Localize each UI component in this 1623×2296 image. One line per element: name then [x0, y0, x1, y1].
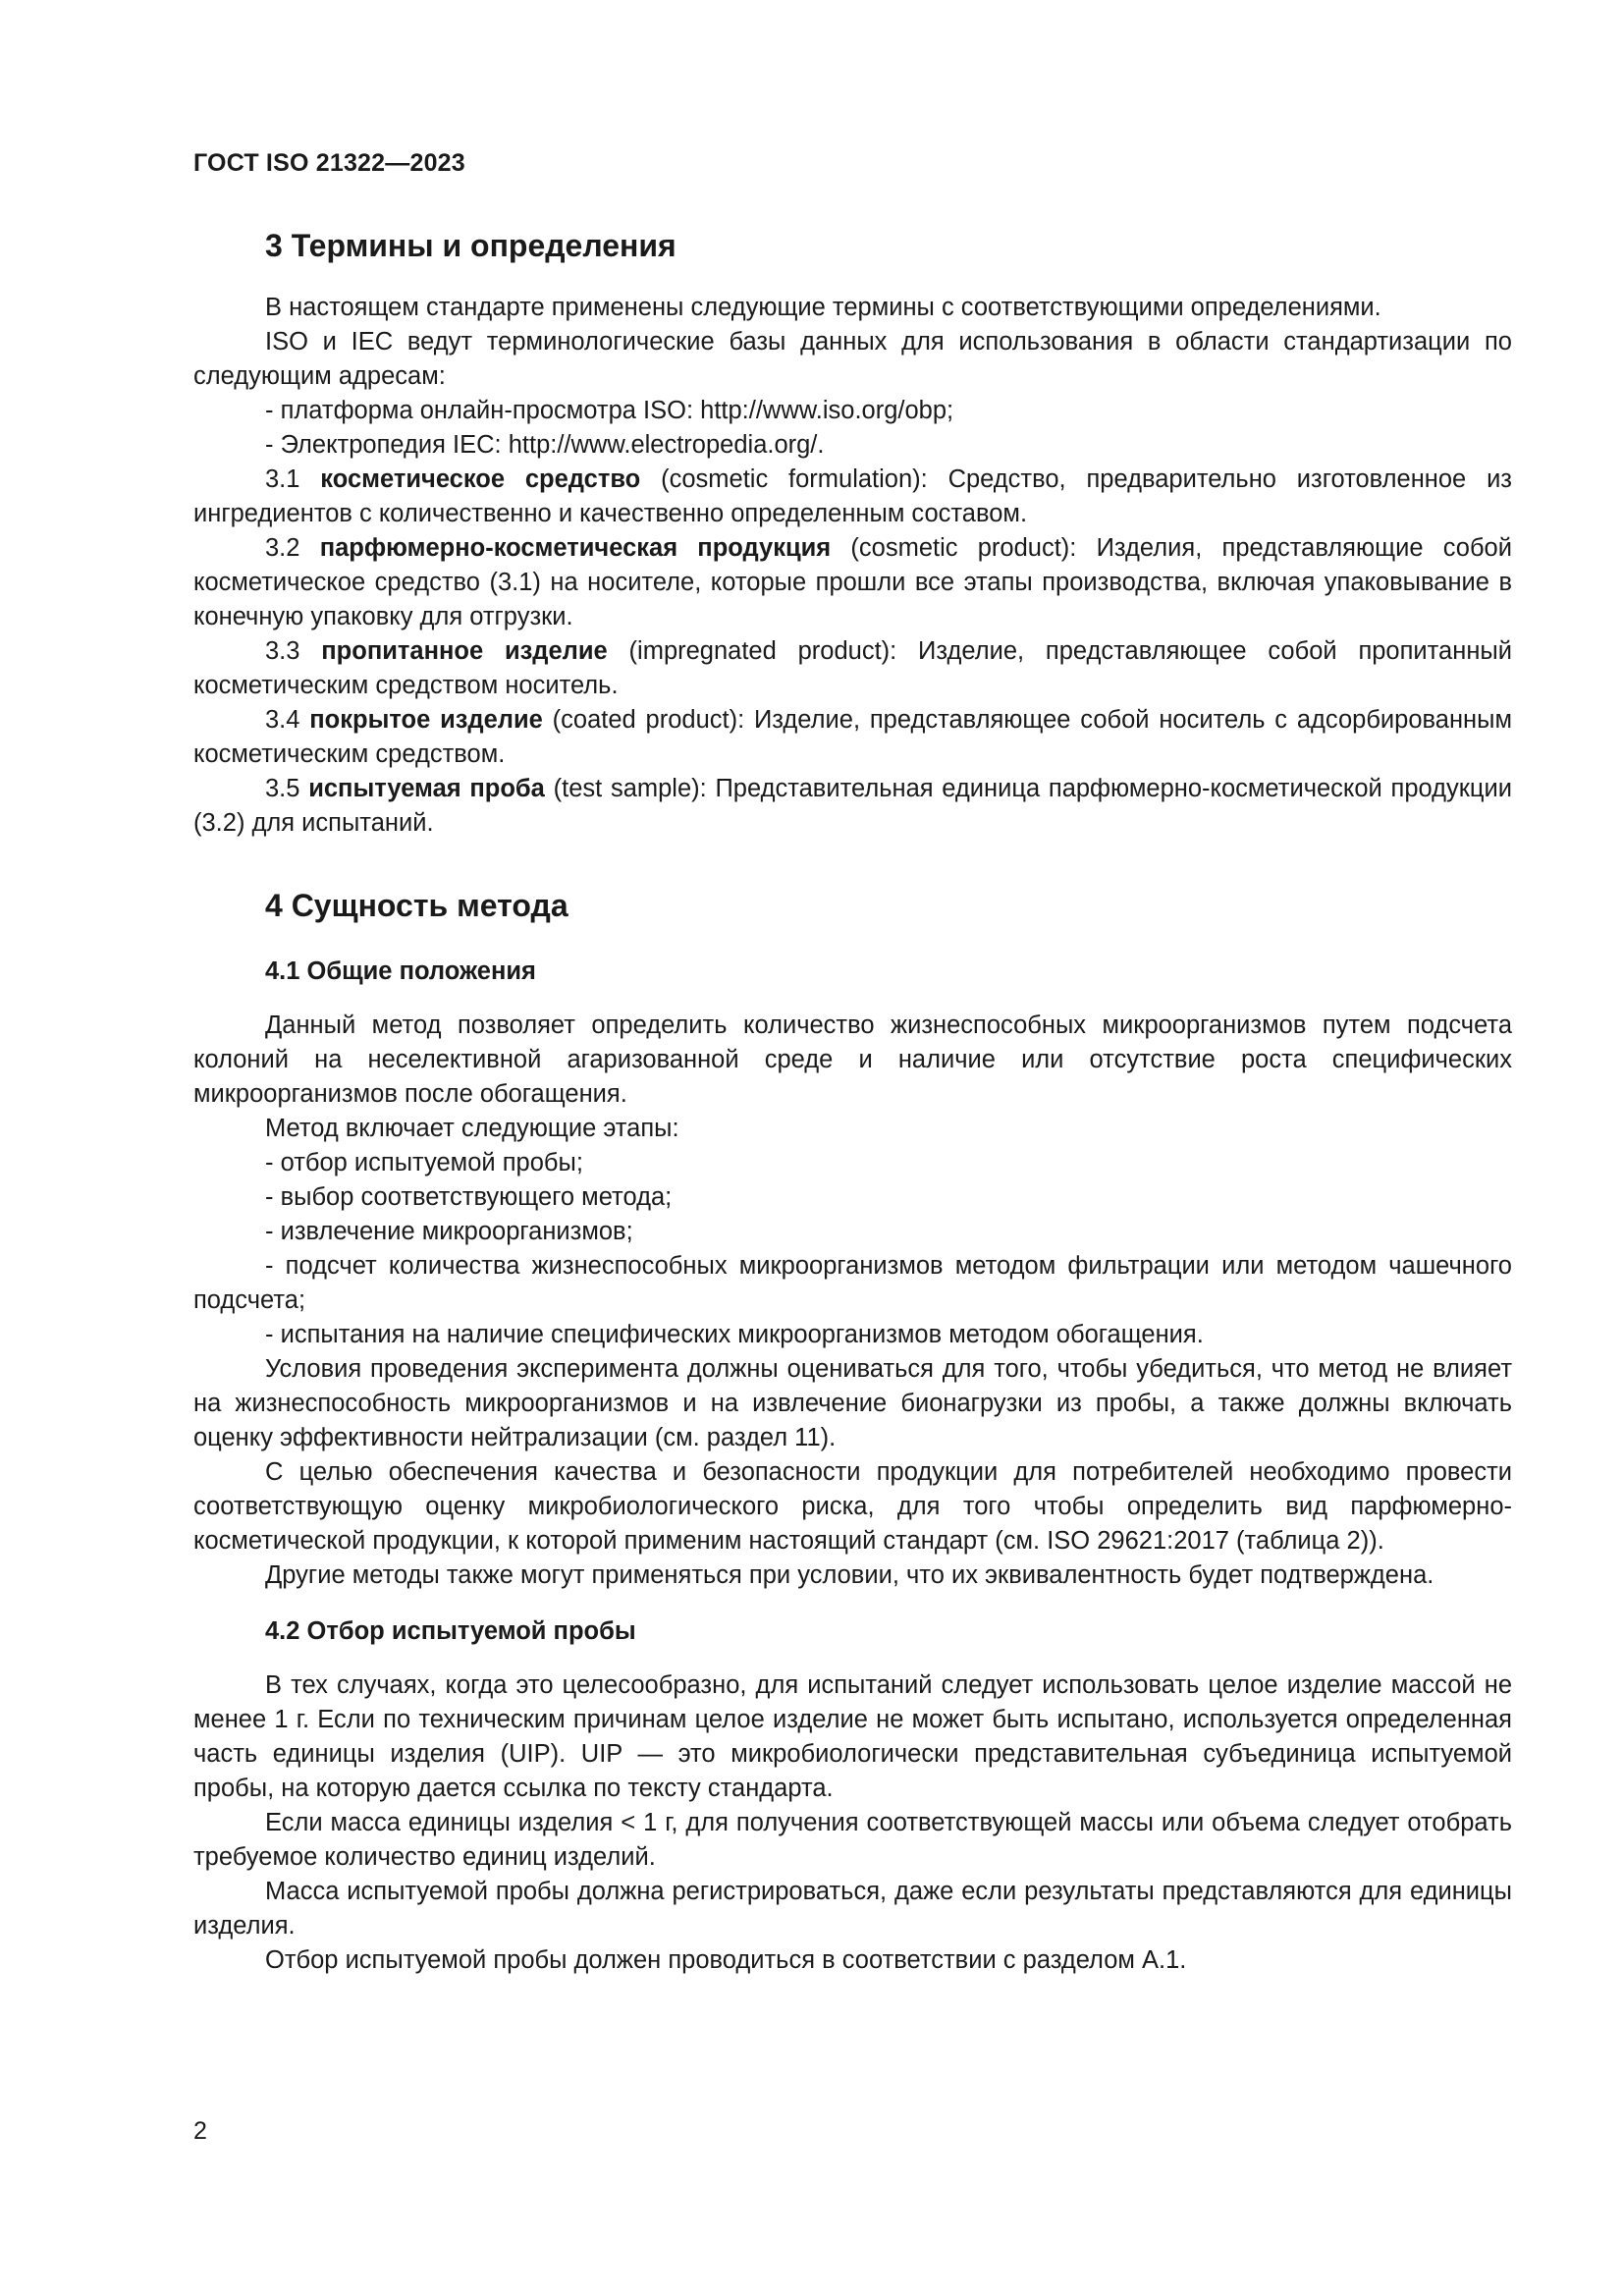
term-3-3	[193, 634, 1512, 703]
section-3-intro-2: ISO и IEC ведут терминологические базы данных для использования в области стандартизации по следующим адресам:	[193, 328, 1512, 390]
method-step-item: - извлечение микроорганизмов;	[265, 1218, 633, 1245]
subsection-4-2-paragraph-4: Отбор испытуемой пробы должен проводиться в соответствии с разделом А.1.	[265, 1946, 1187, 1974]
subsection-4-1-paragraph-1: Данный метод позволяет определить количество жизнеспособных микроорганизмов путем подсчета колоний на неселективной агаризованной среде и наличие или отсутствие роста специфических микроорганизмов после обогащения.	[193, 1011, 1512, 1108]
term-3-5	[193, 772, 1512, 841]
term-definition: (cosmetic formulation): Средство, предварительно изготовленное из ингредиентов с количественно и качественно определенным составом.	[193, 465, 1513, 527]
term-name: парфюмерно-косметическая продукция	[319, 534, 832, 562]
section-3-title: 3 Термины и определения	[265, 228, 676, 263]
section-3-bullet-2: - Электропедия IEC: http://www.electropedia.org/.	[265, 431, 825, 459]
subsection-4-2-title: 4.2 Отбор испытуемой пробы	[265, 1617, 636, 1645]
subsection-4-2-paragraph-3: Масса испытуемой пробы должна регистрироваться, даже если результаты представляются для единицы изделия.	[193, 1878, 1512, 1940]
subsection-4-1-paragraph-4: С целью обеспечения качества и безопасности продукции для потребителей необходимо провести соответствующую оценку микробиологического риска, для того чтобы определить вид парфюмерно-косметической продукции, к которой применим настоящий стандарт (см. ISO 29621:2017 (таблица 2)).	[193, 1458, 1512, 1555]
page-content	[193, 216, 1512, 1978]
method-step-item: - отбор испытуемой пробы;	[265, 1149, 583, 1176]
term-number: 3.3	[265, 637, 300, 665]
section-3-bullet-1: - платформа онлайн-просмотра ISO: http://www.iso.org/obp;	[265, 397, 954, 424]
term-number: 3.1	[265, 465, 300, 493]
subsection-4-1-title: 4.1 Общие положения	[265, 957, 536, 985]
term-definition: (impregnated product): Изделие, представляющее собой пропитанный косметическим средством носитель.	[193, 637, 1512, 699]
term-3-2	[193, 531, 1512, 634]
term-3-1	[193, 463, 1512, 531]
term-name: испытуемая проба	[308, 775, 545, 802]
term-name: пропитанное изделие	[321, 637, 608, 665]
page-number: 2	[193, 2117, 207, 2145]
subsection-4-1-paragraph-3: Условия проведения эксперимента должны оцениваться для того, чтобы убедиться, что метод не влияет на жизнеспособность микроорганизмов и на извлечение бионагрузки из пробы, а также должны включать оценку эффективности нейтрализации (см. раздел 11).	[193, 1355, 1512, 1451]
section-4-title: 4 Сущность метода	[265, 888, 568, 923]
term-definition: (cosmetic product): Изделия, представляющие собой косметическое средство (3.1) на носителе, которые прошли все этапы производства, включая упаковывание в конечную упаковку для отгрузки.	[193, 534, 1512, 630]
term-3-4	[193, 703, 1512, 772]
section-3-intro-1: В настоящем стандарте применены следующие термины с соответствующими определениями.	[265, 294, 1381, 321]
term-number: 3.5	[265, 775, 300, 802]
term-name: косметическое средство	[320, 465, 641, 493]
term-number: 3.2	[265, 534, 300, 562]
subsection-4-2-paragraph-1: В тех случаях, когда это целесообразно, для испытаний следует использовать целое изделие массой не менее 1 г. Если по техническим причинам целое изделие не может быть испытано, используется определенная часть единицы изделия (UIP). UIP — это микробиологически представительная субъединица испытуемой пробы, на которую дается ссылка по тексту стандарта.	[193, 1671, 1512, 1802]
method-step-item: - испытания на наличие специфических микроорганизмов методом обогащения.	[265, 1321, 1204, 1348]
subsection-4-2-paragraph-2: Если масса единицы изделия < 1 г, для получения соответствующей массы или объема следует отобрать требуемое количество единиц изделий.	[193, 1809, 1512, 1871]
term-name: покрытое изделие	[309, 706, 543, 734]
subsection-4-1-paragraph-2: Метод включает следующие этапы:	[265, 1115, 679, 1142]
term-definition: (coated product): Изделие, представляющее собой носитель с адсорбированным косметическим средством.	[193, 706, 1512, 768]
term-definition: (test sample): Представительная единица парфюмерно-косметической продукции (3.2) для испытаний.	[193, 775, 1513, 837]
term-number: 3.4	[265, 706, 300, 734]
subsection-4-1-paragraph-5: Другие методы также могут применяться при условии, что их эквивалентность будет подтверждена.	[265, 1561, 1434, 1589]
document-header: ГОСТ ISO 21322—2023	[193, 149, 465, 177]
method-step-item: - выбор соответствующего метода;	[265, 1183, 673, 1211]
method-step-item: - подсчет количества жизнеспособных микроорганизмов методом фильтрации или методом чашечного подсчета;	[193, 1252, 1512, 1314]
